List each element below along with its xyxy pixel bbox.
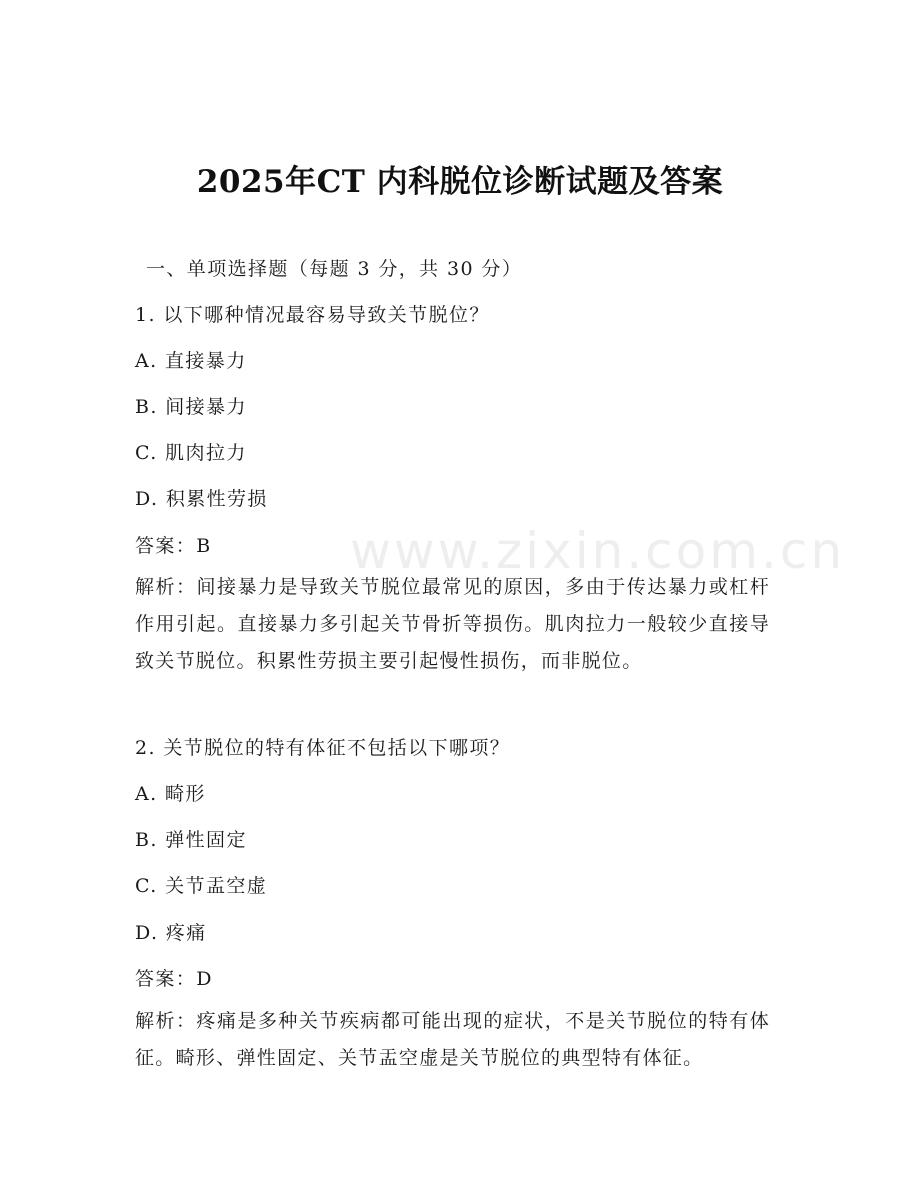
question-1-option-b: B. 间接暴力	[135, 396, 247, 418]
question-2-option-d: D. 疼痛	[135, 922, 207, 944]
question-2-option-a: A. 畸形	[135, 783, 206, 805]
section-heading: 一、单项选择题（每题 3 分，共 30 分）	[146, 258, 523, 280]
question-2-option-b: B. 弹性固定	[135, 829, 247, 851]
question-2-explanation: 解析：疼痛是多种关节疾病都可能出现的症状，不是关节脱位的特有体征。畸形、弹性固定、关节盂空虚是关节脱位的典型特有体征。	[135, 1010, 770, 1069]
question-1-option-c: C. 肌肉拉力	[135, 442, 247, 464]
question-2-answer: 答案：D	[135, 968, 213, 990]
question-1-option-a: A. 直接暴力	[135, 350, 247, 372]
question-2-stem: 2. 关节脱位的特有体征不包括以下哪项？	[135, 737, 511, 759]
question-2-option-c: C. 关节盂空虚	[135, 875, 268, 897]
question-1-option-d: D. 积累性劳损	[135, 488, 268, 510]
question-1-stem: 1. 以下哪种情况最容易导致关节脱位？	[135, 304, 490, 326]
watermark: www.zixin.com.cn	[350, 522, 846, 580]
question-1-explanation: 解析：间接暴力是导致关节脱位最常见的原因，多由于传达暴力或杠杆作用引起。直接暴力多引起关节骨折等损伤。肌肉拉力一般较少直接导致关节脱位。积累性劳损主要引起慢性损伤，而非脱位。	[135, 576, 770, 672]
question-1-answer: 答案：B	[135, 535, 212, 557]
document-title: 2025年CT 内科脱位诊断试题及答案	[196, 164, 724, 200]
